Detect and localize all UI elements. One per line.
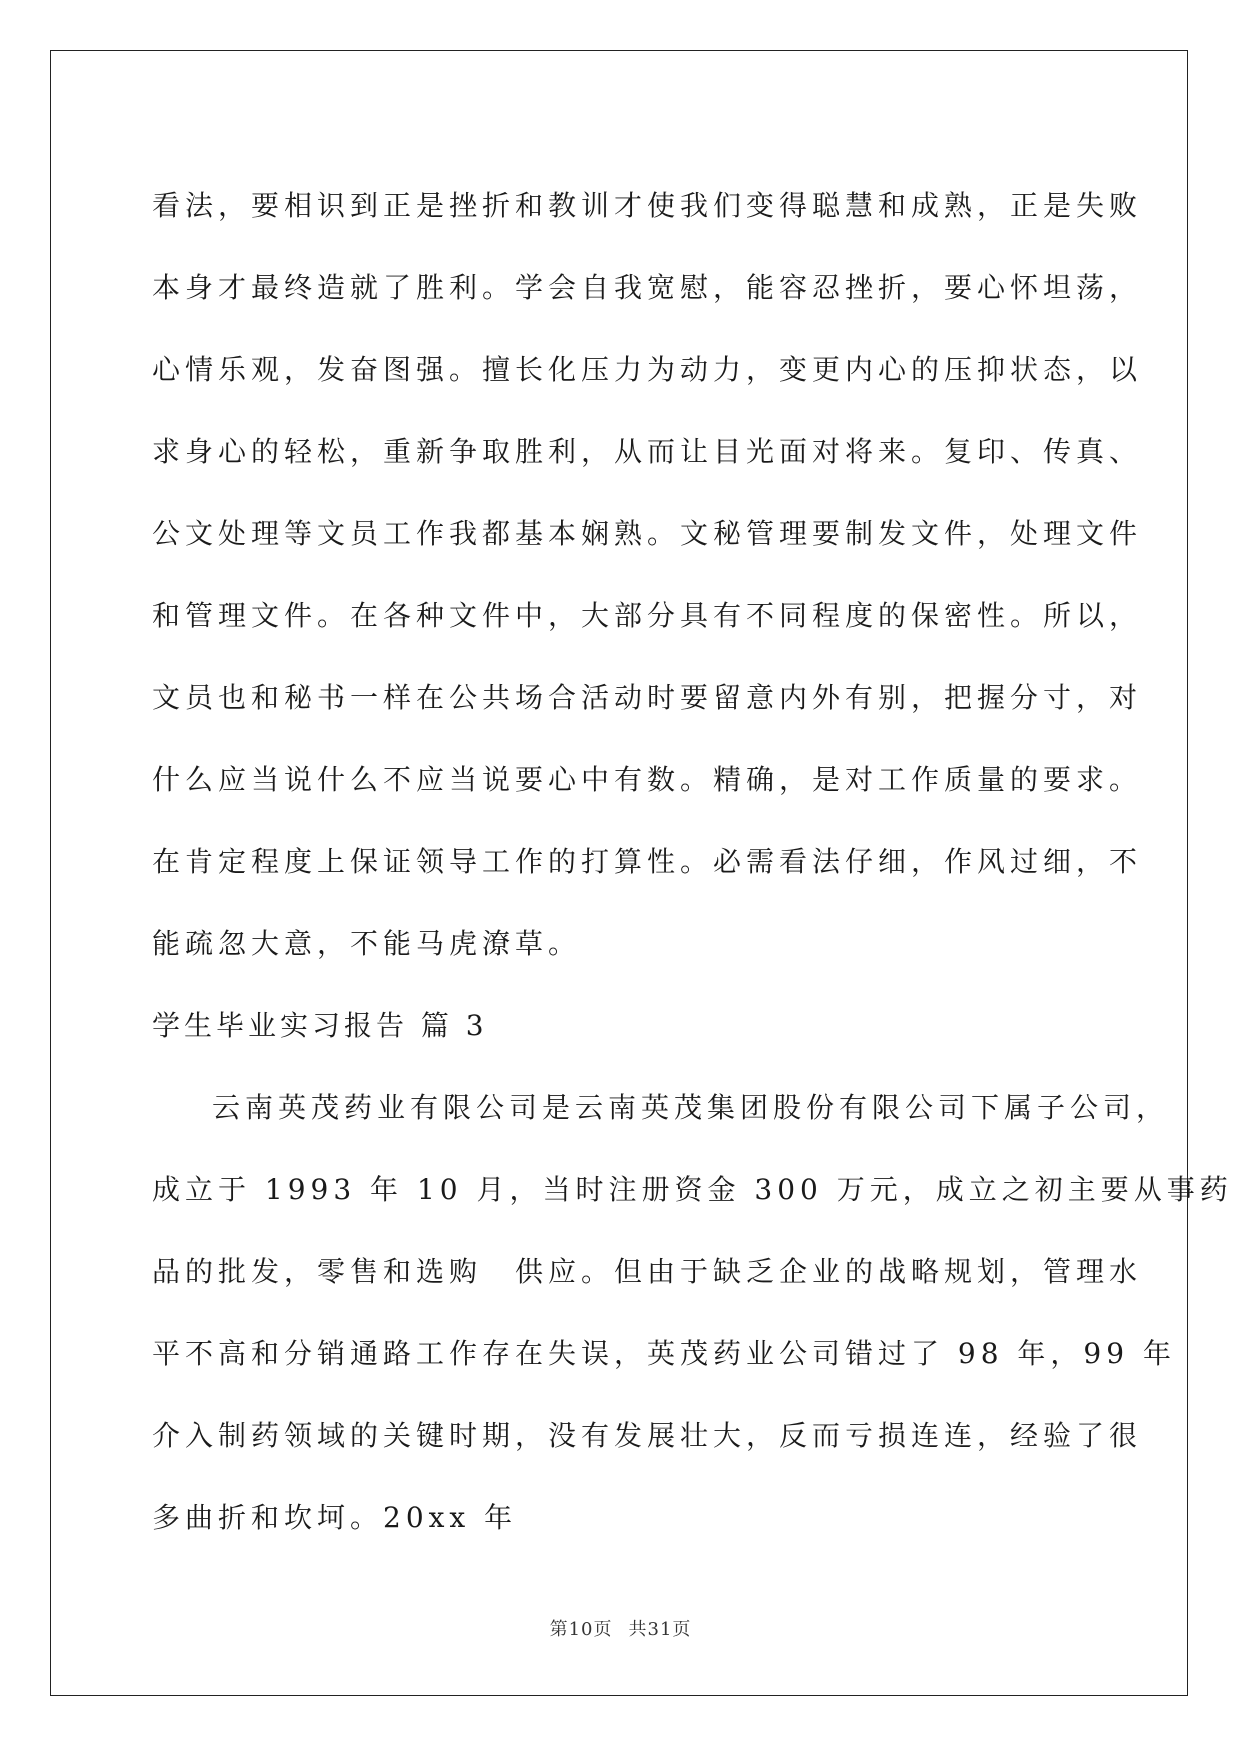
text-line: 云南英茂药业有限公司是云南英茂集团股份有限公司下属子公司， [212,1091,1170,1124]
text-line: 心情乐观，发奋图强。擅长化压力为动力，变更内心的压抑状态，以 [152,353,1143,386]
text-line: 公文处理等文员工作我都基本娴熟。文秘管理要制发文件，处理文件 [152,517,1143,550]
text-line: 多曲折和坎坷。20xx 年 [152,1501,518,1534]
document-body [152,165,1233,1559]
text-line: 本身才最终造就了胜利。学会自我宽慰，能容忍挫折，要心怀坦荡， [152,271,1143,304]
text-line: 文员也和秘书一样在公共场合活动时要留意内外有别，把握分寸，对 [152,681,1143,714]
paragraph-1 [152,165,1143,985]
text-line: 求身心的轻松，重新争取胜利，从而让目光面对将来。复印、传真、 [152,435,1143,468]
text-line: 在肯定程度上保证领导工作的打算性。必需看法仔细，作风过细，不 [152,845,1143,878]
paragraph-2 [152,1067,1233,1559]
page-footer [0,1615,1241,1641]
text-line: 能疏忽大意，不能马虎潦草。 [152,927,582,960]
text-line: 成立于 1993 年 10 月，当时注册资金 300 万元，成立之初主要从事药 [152,1173,1233,1206]
text-line: 什么应当说什么不应当说要心中有数。精确，是对工作质量的要求。 [152,763,1143,796]
text-line: 和管理文件。在各种文件中，大部分具有不同程度的保密性。所以， [152,599,1143,632]
current-page-number: 第10页 [549,1619,613,1640]
text-line: 看法，要相识到正是挫折和教训才使我们变得聪慧和成熟，正是失败 [152,189,1143,222]
text-line: 平不高和分销通路工作存在失误，英茂药业公司错过了 98 年，99 年 [152,1337,1176,1370]
text-line: 品的批发，零售和选购 供应。但由于缺乏企业的战略规划，管理水 [152,1255,1143,1288]
section-heading: 学生毕业实习报告 篇 3 [152,1009,488,1042]
text-line: 介入制药领域的关键时期，没有发展壮大，反而亏损连连，经验了很 [152,1419,1143,1452]
total-page-count: 共31页 [628,1619,692,1640]
